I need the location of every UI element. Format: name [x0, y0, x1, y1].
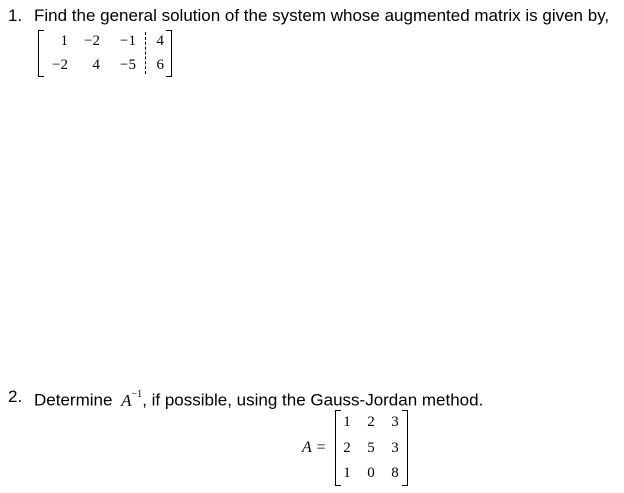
matrix-lhs: A = [302, 439, 327, 456]
matrix-cell: −2 [84, 33, 100, 49]
matrix-cell: 1 [60, 33, 68, 49]
problem-1-text: Find the general solution of the system whose augmented matrix is given by, [34, 6, 610, 25]
matrix-cell: −2 [52, 57, 68, 73]
matrix-cell: 2 [367, 414, 375, 430]
inverse-exponent: −1 [131, 389, 143, 400]
problem-2-rest: , if possible, using the Gauss-Jordan method. [142, 390, 484, 410]
problem-2-verb: Determine [34, 390, 113, 410]
matrix-symbol: A [121, 390, 132, 410]
problem-2-number: 2. [8, 387, 23, 406]
problem-1-number: 1. [8, 6, 23, 25]
matrix-cell: 3 [391, 414, 399, 430]
matrix-cell: 4 [92, 57, 100, 73]
matrix-cell: 6 [156, 57, 164, 73]
matrix-cell: 3 [391, 440, 399, 456]
matrix-cell: 0 [367, 465, 375, 481]
matrix-cell: −1 [120, 33, 136, 49]
matrix-cell: 1 [343, 465, 351, 481]
matrix-cell: 1 [343, 414, 351, 430]
problem-2-text [34, 387, 483, 411]
matrix-cell: 2 [343, 440, 351, 456]
matrix-cell: 5 [367, 440, 375, 456]
right-bracket [166, 30, 172, 77]
matrix-cell: 4 [156, 33, 164, 49]
matrix-cell: 8 [391, 465, 399, 481]
matrix-cell: −5 [120, 57, 136, 73]
